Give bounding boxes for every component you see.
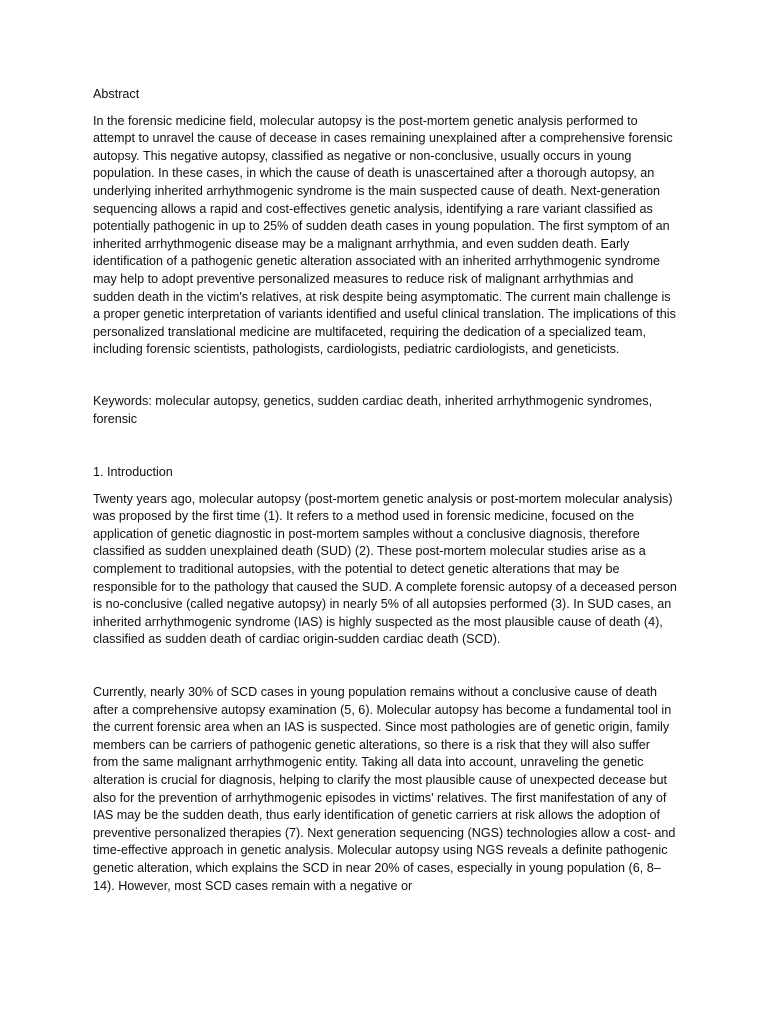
- keywords-line: Keywords: molecular autopsy, genetics, sudden cardiac death, inherited arrhythmogenic syndromes, forensic: [93, 393, 653, 426]
- introduction-paragraph-2: Currently, nearly 30% of SCD cases in young population remains without a conclusive cause of death after a comprehensive autopsy examination (5, 6). Molecular autopsy has become a fundamental tool in the current forensic area when an IAS is suspected. Since most pathologies are of genetic origin, family members can be carriers of pathogenic genetic alterations, so there is a risk that they will also suffer from the same malignant arrhythmogenic entity. Taking all data into account, unraveling the genetic alteration is crucial for diagnosis, helping to clarify the most plausible cause of unexpected decease but also for the prevention of arrhythmogenic episodes in victims' relatives. The first manifestation of any of IAS may be the sudden death, thus early identification of genetic carriers at risk allows the adoption of preventive personalized therapies (7). Next generation sequencing (NGS) technologies allow a cost- and time-effective approach in genetic analysis. Molecular autopsy using NGS reveals a definite pathogenic genetic alteration, which explains the SCD in near 20% of cases, especially in young population (6, 8–14). However, most SCD cases remain with a negative or: [93, 685, 676, 893]
- introduction-paragraph-1: Twenty years ago, molecular autopsy (post-mortem genetic analysis or post-mortem molecular analysis) was proposed by the first time (1). It refers to a method used in forensic medicine, focused on the application of genetic diagnostic in post-mortem samples without a conclusive diagnosis, therefore classified as sudden unexplained death (SUD) (2). These post-mortem molecular studies arise as a complement to traditional autopsies, with the potential to detect genetic alterations that may be responsible for to the pathology that caused the SUD. A complete forensic autopsy of a deceased person is no-conclusive (called negative autopsy) in nearly 5% of all autopsies performed (3). In SUD cases, an inherited arrhythmogenic syndrome (IAS) is highly suspected as the most plausible cause of death (4), classified as sudden death of cardiac origin-sudden cardiac death (SCD).: [93, 491, 677, 647]
- document-page: [93, 86, 678, 895]
- abstract-paragraph: In the forensic medicine field, molecular autopsy is the post-mortem genetic analysis performed to attempt to unravel the cause of decease in cases remaining unexplained after a comprehensive forensic autopsy. This negative autopsy, classified as negative or non-conclusive, usually occurs in young population. In these cases, in which the cause of death is unascertained after a thorough autopsy, an underlying inherited arrhythmogenic syndrome is the main suspected cause of death. Next-generation sequencing allows a rapid and cost-effectives genetic analysis, identifying a rare variant classified as potentially pathogenic in up to 25% of sudden death cases in young population. The first symptom of an inherited arrhythmogenic disease may be a malignant arrhythmia, and even sudden death. Early identification of a pathogenic genetic alteration associated with an inherited arrhythmogenic syndrome may help to adopt preventive personalized measures to reduce risk of malignant arrhythmias and sudden death in the victim's relatives, at risk despite being asymptomatic. The current main challenge is a proper genetic interpretation of variants identified and useful clinical translation. The implications of this personalized translational medicine are multifaceted, requiring the dedication of a specialized team, including forensic scientists, pathologists, cardiologists, pediatric cardiologists, and geneticists.: [93, 113, 676, 357]
- introduction-heading: 1. Introduction: [93, 465, 173, 480]
- abstract-heading: Abstract: [93, 87, 140, 101]
